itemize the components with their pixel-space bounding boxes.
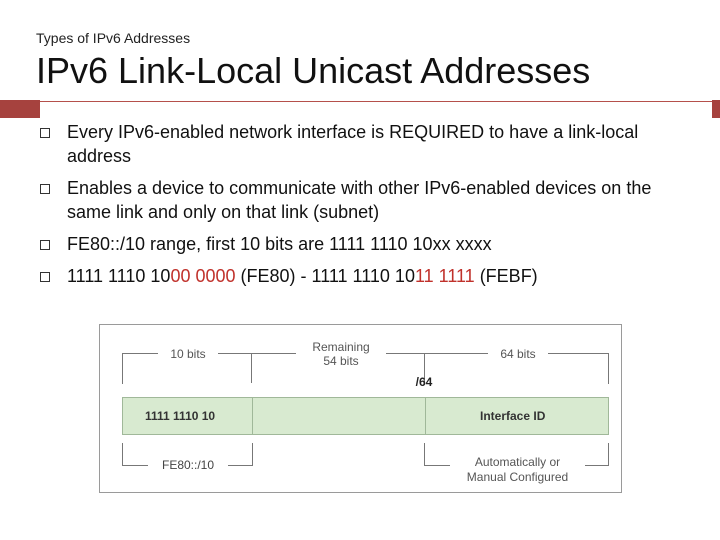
title-rule-line [40, 101, 720, 102]
address-diagram [99, 324, 622, 493]
label-54-bits: 54 bits [323, 354, 359, 368]
label-manual-configured: Manual Configured [466, 470, 569, 484]
bullet-item [36, 120, 696, 168]
slide-title: IPv6 Link-Local Unicast Addresses [36, 50, 591, 91]
bullet-text-highlight: 00 0000 [170, 266, 236, 286]
label-remaining: Remaining [296, 340, 386, 354]
bullet-text-part: (FE80) - 1111 1110 10 [235, 266, 415, 286]
label-slash-64: /64 [415, 375, 433, 389]
bullet-text: Enables a device to communicate with other IPv6-enabled devices on the same link and only on that link (subnet) [67, 178, 652, 222]
bullet-text-highlight: 11 1111 [414, 266, 475, 286]
bullet-item [36, 264, 696, 288]
square-bullet-icon [40, 128, 50, 138]
square-bullet-icon [40, 272, 50, 282]
remaining-segment [252, 398, 426, 434]
prefix-segment [123, 398, 253, 434]
label-fe80-prefix: FE80::/10 [148, 458, 228, 472]
label-10-bits: 10 bits [158, 347, 218, 361]
square-bullet-icon [40, 240, 50, 250]
bullet-list [36, 120, 696, 296]
bullet-text: Every IPv6-enabled network interface is REQUIRED to have a link-local address [67, 122, 639, 166]
square-bullet-icon [40, 184, 50, 194]
bullet-item [36, 232, 696, 256]
label-64-bits: 64 bits [488, 347, 548, 361]
bracket-10-bits-right [251, 353, 252, 383]
prefix-bits-label: 1111 1110 10 [145, 409, 216, 423]
bullet-text: FE80::/10 range, first 10 bits are 1111 1110 10xx xxxx [67, 234, 492, 254]
bullet-item [36, 176, 696, 224]
bullet-text-part: 1111 1110 10 [67, 266, 171, 286]
interface-id-label: Interface ID [480, 409, 546, 423]
slide-subtitle: Types of IPv6 Addresses [36, 30, 191, 46]
title-rule-accent-left [0, 100, 40, 118]
title-rule-accent-right [712, 100, 720, 118]
label-auto-or: Automatically or [450, 455, 585, 469]
bullet-text-part: (FEBF) [474, 266, 538, 286]
address-band [122, 397, 609, 435]
